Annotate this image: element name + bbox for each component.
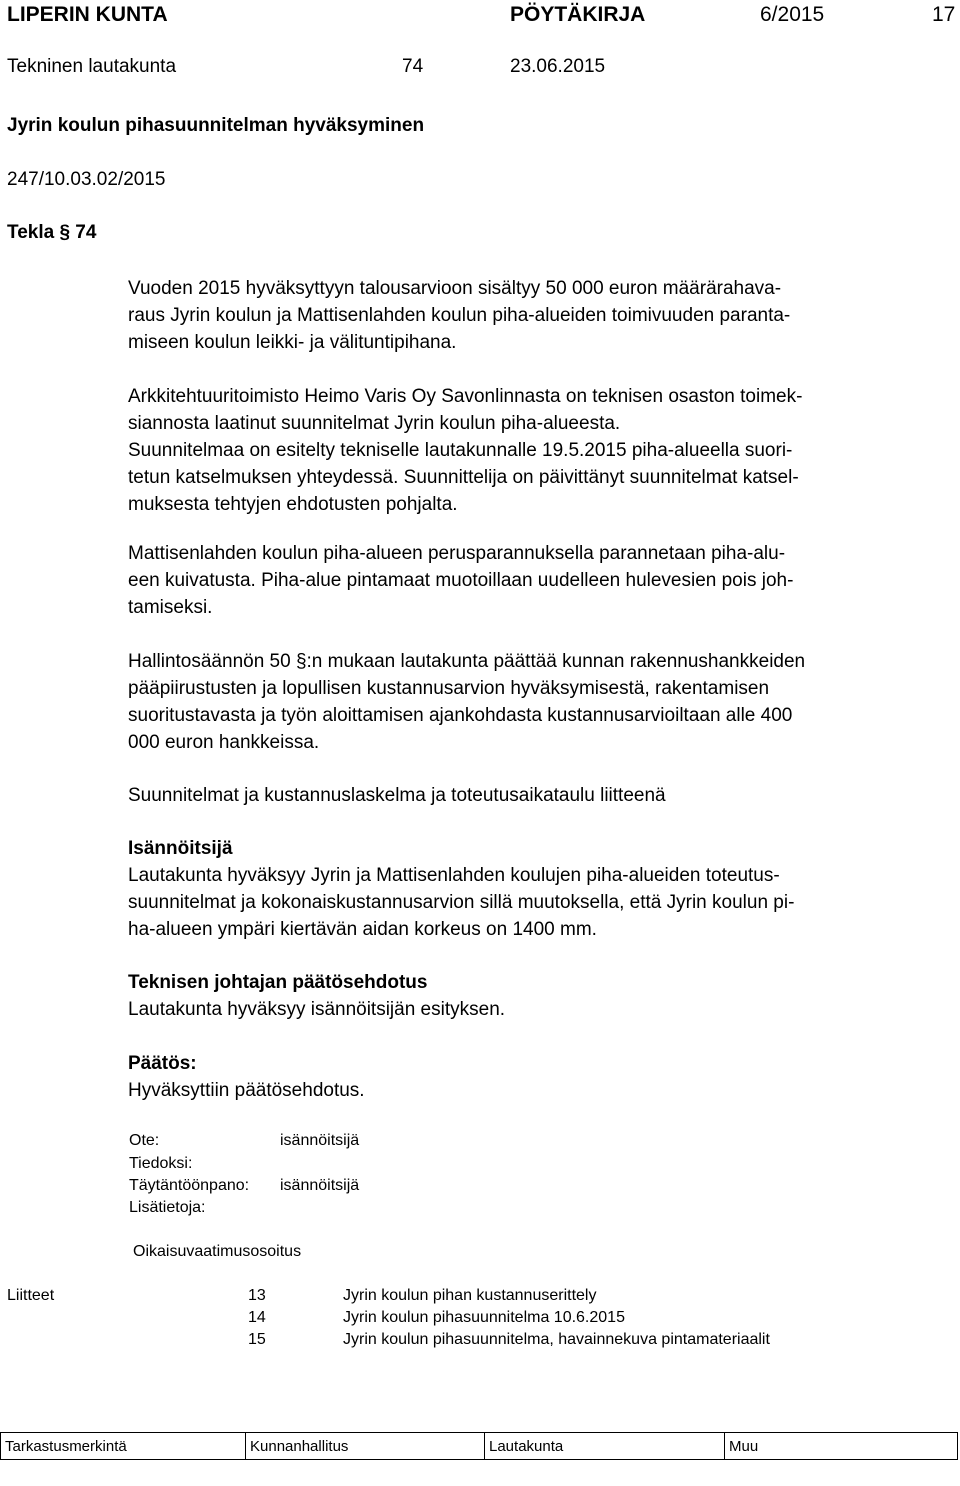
isannoitsija-heading: Isännöitsijä (128, 838, 233, 859)
isannoitsija-section (128, 835, 960, 943)
paragraph-line: Vuoden 2015 hyväksyttyyn talousarvioon sisältyy 50 000 euron määrärahava- (128, 278, 782, 299)
paragraph-line: Hallintosäännön 50 §:n mukaan lautakunta päättää kunnan rakennushankkeiden (128, 651, 806, 672)
section-number: 74 (402, 56, 424, 77)
footer-cell-lautakunta: Lautakunta (485, 1433, 725, 1460)
paatos-heading: Päätös: (128, 1053, 197, 1074)
diary-number: 247/10.03.02/2015 (7, 169, 166, 190)
paragraph-line: siannosta laatinut suunnitelmat Jyrin koulun piha-alueesta. (128, 413, 621, 434)
distribution-label-taytantoonpano: Täytäntöönpano: (129, 1177, 250, 1194)
distribution-value-ote: isännöitsijä (280, 1132, 360, 1149)
attachment-number: 13 (248, 1287, 266, 1304)
distribution-value-taytantoonpano: isännöitsijä (280, 1177, 360, 1194)
appeal-instructions: Oikaisuvaatimusosoitus (133, 1243, 302, 1260)
paragraph-line: Hyväksyttiin päätösehdotus. (128, 1080, 365, 1101)
paragraph-line: tetun katselmuksen yhteydessä. Suunnittelija on päivittänyt suunnitelmat katsel- (128, 467, 799, 488)
paragraph-1 (128, 275, 960, 356)
doc-number: 6/2015 (760, 3, 825, 26)
johtaja-heading: Teknisen johtajan päätösehdotus (128, 972, 428, 993)
footer-cell-kunnanhallitus: Kunnanhallitus (246, 1433, 485, 1460)
tekla-label: Tekla § 74 (7, 222, 97, 243)
johtaja-section (128, 969, 960, 1023)
paragraph-4 (128, 648, 960, 756)
board-name: Tekninen lautakunta (7, 56, 177, 77)
paragraph-5 (128, 782, 960, 809)
paragraph-line: miseen koulun leikki- ja välituntipihana. (128, 332, 457, 353)
paragraph-line: suunnitelmat ja kokonaiskustannusarvion sillä muutoksella, että Jyrin koulun pi- (128, 892, 795, 913)
meeting-date: 23.06.2015 (510, 56, 606, 77)
paragraph-line: Suunnitelmat ja kustannuslaskelma ja toteutusaikataulu liitteenä (128, 785, 666, 806)
paragraph-line: muksesta tehtyjen ehdotusten pohjalta. (128, 494, 458, 515)
org-name: LIPERIN KUNTA (7, 3, 168, 26)
attachments-label: Liitteet (7, 1287, 55, 1304)
attachment-title: Jyrin koulun pihasuunnitelma, havainnekuva pintamateriaalit (343, 1331, 770, 1348)
distribution-label-tiedoksi: Tiedoksi: (129, 1155, 193, 1172)
paragraph-line: Suunnitelmaa on esitelty tekniselle lautakunnalle 19.5.2015 piha-alueella suori- (128, 440, 793, 461)
footer-cell-muu: Muu (725, 1433, 958, 1460)
paragraph-2 (128, 383, 960, 518)
page-title: Jyrin koulun pihasuunnitelman hyväksyminen (7, 115, 425, 136)
page-number: 17 (932, 3, 956, 26)
paragraph-line: ha-alueen ympäri kiertävän aidan korkeus on 1400 mm. (128, 919, 597, 940)
footer-table (0, 1432, 958, 1460)
attachment-title: Jyrin koulun pihan kustannuserittely (343, 1287, 597, 1304)
footer-cell-tarkastusmerkinta: Tarkastusmerkintä (1, 1433, 246, 1460)
paragraph-line: pääpiirustusten ja lopullisen kustannusarvion hyväksymisestä, rakentamisen (128, 678, 770, 699)
doc-type: PÖYTÄKIRJA (510, 3, 646, 26)
paragraph-line: Lautakunta hyväksyy Jyrin ja Mattisenlahden koulujen piha-alueiden toteutus- (128, 865, 780, 886)
paragraph-line: een kuivatusta. Piha-alue pintamaat muotoillaan uudelleen hulevesien pois joh- (128, 570, 794, 591)
paatos-section (128, 1050, 960, 1104)
attachment-number: 15 (248, 1331, 266, 1348)
attachment-number: 14 (248, 1309, 266, 1326)
distribution-label-lisatietoja: Lisätietoja: (129, 1199, 206, 1216)
paragraph-3 (128, 540, 960, 621)
paragraph-line: 000 euron hankkeissa. (128, 732, 320, 753)
distribution-label-ote: Ote: (129, 1132, 160, 1149)
attachment-title: Jyrin koulun pihasuunnitelma 10.6.2015 (343, 1309, 625, 1326)
paragraph-line: Arkkitehtuuritoimisto Heimo Varis Oy Savonlinnasta on teknisen osaston toimek- (128, 386, 803, 407)
paragraph-line: tamiseksi. (128, 597, 213, 618)
paragraph-line: suoritustavasta ja työn aloittamisen ajankohdasta kustannusarvioiltaan alle 400 (128, 705, 793, 726)
paragraph-line: Mattisenlahden koulun piha-alueen perusparannuksella parannetaan piha-alu- (128, 543, 786, 564)
paragraph-line: Lautakunta hyväksyy isännöitsijän esityksen. (128, 999, 506, 1020)
paragraph-line: raus Jyrin koulun ja Mattisenlahden koulun piha-alueiden toimivuuden paranta- (128, 305, 791, 326)
